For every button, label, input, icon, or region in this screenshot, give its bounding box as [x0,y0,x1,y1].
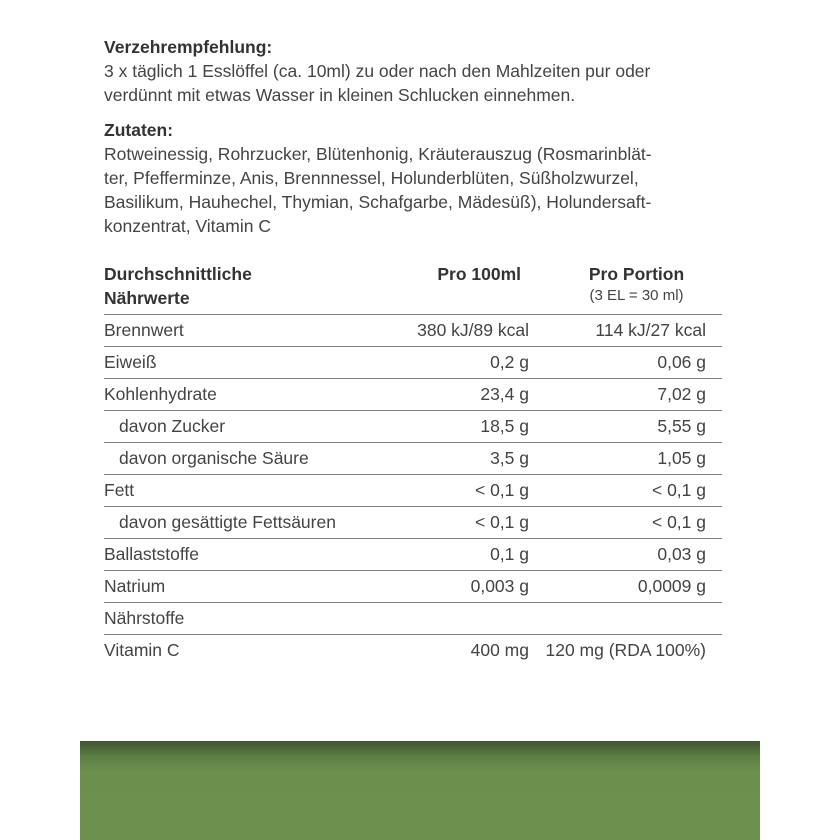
per100-value: 0,2 g [389,347,535,379]
nutrition-row [104,507,722,539]
nutrient-label: davon organische Säure [104,443,389,475]
dosage-section [104,35,744,107]
nutrient-label: Eiweiß [104,347,389,379]
portion-value: < 0,1 g [535,475,722,507]
portion-value: 1,05 g [535,443,722,475]
portion-value: 7,02 g [535,379,722,411]
per100-value: 400 mg [389,635,535,667]
per100-value: 380 kJ/89 kcal [389,315,535,347]
nutrition-row [104,379,722,411]
nutrition-body [104,315,722,667]
nutrient-label: davon Zucker [104,411,389,443]
nutrient-label: Fett [104,475,389,507]
per100-value: 0,1 g [389,539,535,571]
portion-value [535,603,722,635]
portion-value: 114 kJ/27 kcal [535,315,722,347]
nutrient-label: Brennwert [104,315,389,347]
nutrition-table [104,259,722,666]
portion-header [535,259,722,315]
per100-value: 18,5 g [389,411,535,443]
per100-header: Pro 100ml [437,264,521,284]
portion-header-sub: (3 EL = 30 ml) [589,287,684,304]
portion-value: 5,55 g [535,411,722,443]
per100-value: < 0,1 g [389,507,535,539]
portion-value: 0,06 g [535,347,722,379]
nutrient-label: Vitamin C [104,635,389,667]
portion-value: 120 mg (RDA 100%) [535,635,722,667]
green-footer-band [80,741,760,840]
nutrition-label-header [104,259,389,315]
dosage-text: 3 x täglich 1 Esslöffel (ca. 10ml) zu oder nach den Mahlzeiten pur oder verdünnt mit etwas Wasser in kleinen Schlucken einnehmen. [104,61,651,105]
ingredients-heading: Zutaten: [104,120,174,140]
nutrition-row [104,443,722,475]
ingredients-section [104,118,744,238]
ingredients-text: Rotweinessig, Rohrzucker, Blütenhonig, Kräuterauszug (Rosmarinblät- ter, Pfefferminze, Anis, Brennnessel, Holunderblüten, Süßholzwurzel, Basilikum, Hauhechel, Thymian, Schafgarbe, Mädesüß), Holundersaft- konzentrat, Vitamin C [104,144,652,236]
per100-value: 0,003 g [389,571,535,603]
portion-value: < 0,1 g [535,507,722,539]
nutrient-label: Kohlenhydrate [104,379,389,411]
nutrition-label-header-line2: Nährwerte [104,288,190,308]
per100-value: 23,4 g [389,379,535,411]
nutrient-label: Nährstoffe [104,603,389,635]
nutrition-row [104,571,722,603]
per100-value: < 0,1 g [389,475,535,507]
nutrition-row [104,539,722,571]
nutrition-label-header-line1: Durchschnittliche [104,264,252,284]
nutrition-header-row [104,259,722,315]
per100-value [389,603,535,635]
portion-value: 0,0009 g [535,571,722,603]
dosage-heading: Verzehrempfehlung: [104,37,273,57]
nutrient-label: Ballaststoffe [104,539,389,571]
portion-value: 0,03 g [535,539,722,571]
portion-header-title: Pro Portion [588,264,685,284]
nutrition-row [104,635,722,667]
nutrition-row [104,411,722,443]
nutrient-label: Natrium [104,571,389,603]
nutrition-row [104,315,722,347]
nutrition-row [104,475,722,507]
nutrition-row [104,347,722,379]
per100-value: 3,5 g [389,443,535,475]
nutrition-row [104,603,722,635]
nutrient-label: davon gesättigte Fettsäuren [104,507,389,539]
